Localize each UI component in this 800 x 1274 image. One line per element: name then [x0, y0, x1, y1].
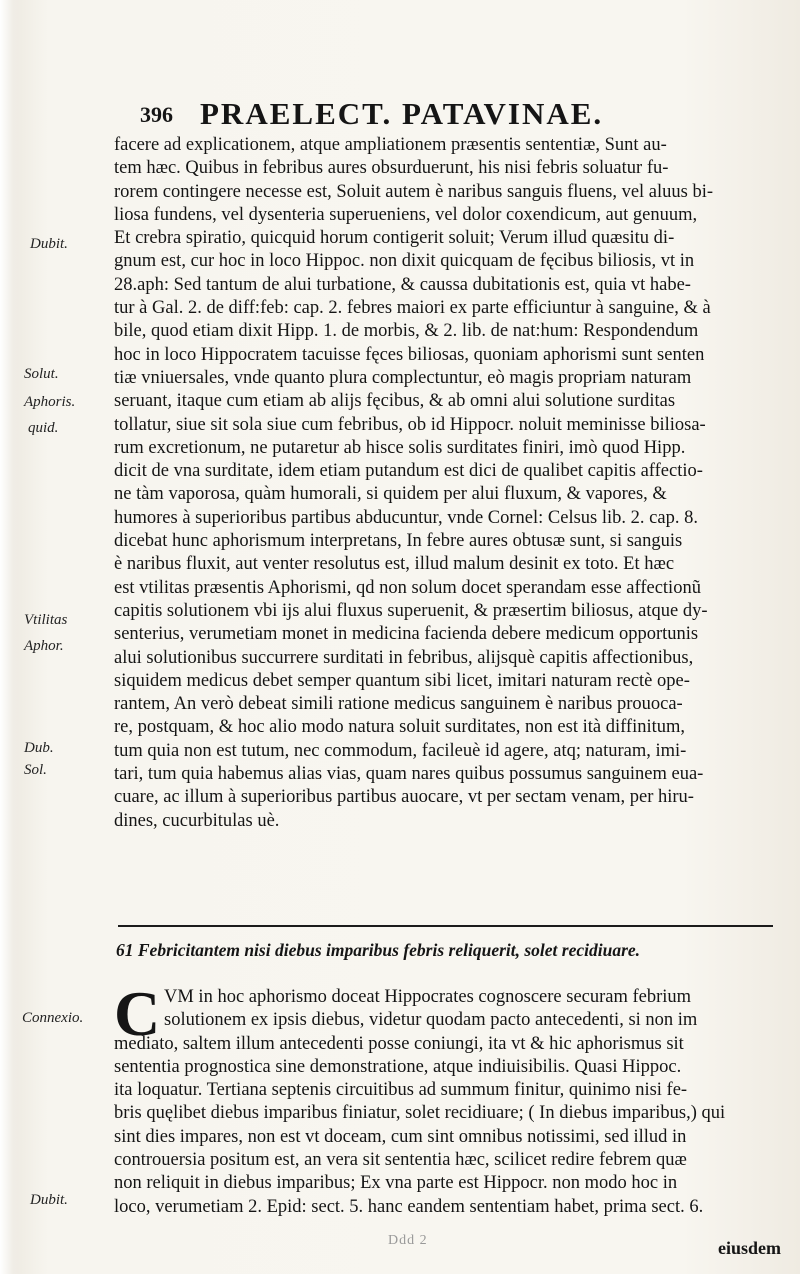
text-line: mediato, saltem illum antecedenti posse coniungi, ita vt & hic aphorismus sit — [114, 1033, 684, 1054]
text-line: tari, tum quia habemus alias vias, quam nares quibus possumus sanguinem eua- — [114, 764, 704, 785]
text-line: tur à Gal. 2. de diff:feb: cap. 2. febres maiori ex parte efficiuntur à sanguine, & à — [114, 298, 711, 319]
page-header — [110, 94, 770, 134]
text-line: VM in hoc aphorismo doceat Hippocrates cognoscere securam febrium — [164, 987, 692, 1007]
margin-note-solut: Solut. — [24, 366, 59, 382]
text-line: alui solutionibus succurrere surditati in febribus, alijsquè capitis affectionibus, — [114, 647, 694, 668]
text-line: bris quęlibet diebus imparibus finiatur, solet recidiuare; ( In diebus imparibus,) qui — [114, 1103, 726, 1124]
text-line: re, postquam, & hoc alio modo natura soluit surditates, non est ità diffinitum, — [114, 717, 686, 738]
main-text — [114, 134, 774, 833]
margin-note-vtilitas: Vtilitas — [24, 612, 68, 628]
text-line: 28.aph: Sed tantum de alui turbatione, & caussa dubitationis est, quia vt habe- — [114, 274, 691, 295]
aphorism-heading: 61 Febricitantem nisi diebus imparibus febris reliquerit, solet recidiuare. — [116, 940, 641, 960]
margin-note-quid: quid. — [28, 420, 59, 436]
margin-notes — [0, 0, 110, 1274]
text-line: loco, verumetiam 2. Epid: sect. 5. hanc eandem sententiam habet, prima sect. 6. — [114, 1196, 704, 1217]
margin-note-dub: Dub. — [24, 740, 54, 756]
text-line: siquidem medicus debet semper quantum sibi licet, imitari naturam rectè ope- — [114, 670, 690, 691]
text-line: ne tàm vaporosa, quàm humorali, si quidem per alui fluxum, & vapores, & — [114, 484, 667, 505]
text-line: dicit de vna surditate, idem etiam putandum est dici de qualibet capitis affectio- — [114, 461, 703, 482]
text-line: è naribus fluxit, aut venter resolutus est, illud malum desinit ex toto. Et hæc — [114, 554, 675, 575]
margin-note-connexio: Connexio. — [22, 1010, 84, 1026]
margin-note-dubit-2: Dubit. — [30, 1192, 68, 1208]
text-line: Et crebra spiratio, quicquid horum contigerit soluit; Verum illud quæsitu di- — [114, 228, 675, 249]
text-line: est vtilitas præsentis Aphorismi, qd non solum docet sperandam esse affectionũ — [114, 577, 701, 598]
margin-note-sol: Sol. — [24, 762, 47, 778]
text-line: non reliquit in diebus imparibus; Ex vna parte est Hippocr. non modo hoc in — [114, 1173, 678, 1194]
text-line: solutionem ex ipsis diebus, videtur quodam pacto antecedenti, si non im — [164, 1010, 698, 1031]
text-line: tiæ vniuersales, vnde quanto plura complectuntur, eò magis propriam naturam — [114, 367, 692, 388]
text-line: rantem, An verò debeat simili ratione medicus sanguinem è naribus prouoca- — [114, 694, 683, 715]
text-line: tollatur, siue sit sola siue cum febribus, ob id Hippocr. noluit meminisse biliosa- — [114, 414, 706, 435]
text-line: capitis solutionem vbi ijs alui fluxus superuenit, & præsertim biliosus, atque dy- — [114, 600, 708, 621]
margin-note-aphoris: Aphoris. — [24, 394, 76, 410]
margin-note-dubit: Dubit. — [30, 236, 68, 252]
text-line: seruant, itaque cum etiam ab alijs fęcibus, & ab omni alui solutione surditas — [114, 391, 676, 412]
text-line: rum excretionum, ne putaretur ab hisce solis surditates finiri, imò quod Hipp. — [114, 437, 686, 458]
text-line: liosa fundens, vel dysenteria superueniens, vel dolor coxendicum, aut genuum, — [114, 204, 698, 225]
margin-note-aphor: Aphor. — [24, 638, 64, 654]
text-line: senterius, verumetiam monet in medicina facienda debere medicum opportunis — [114, 624, 699, 645]
text-line: bile, quod etiam dixit Hipp. 1. de morbis, & 2. lib. de nat:hum: Respondendum — [114, 321, 699, 342]
text-line: tem hæc. Quibus in febribus aures obsurduerunt, his nisi febris soluatur fu- — [114, 158, 669, 179]
commentary-text — [114, 978, 774, 1219]
running-title: PRAELECT. PATAVINAE. — [200, 96, 604, 131]
text-line: controuersia positum est, an vera sit sententia hæc, scilicet redire febrem quæ — [114, 1150, 687, 1171]
section-divider — [118, 925, 773, 927]
catchword: eiusdem — [718, 1238, 781, 1258]
drop-cap-initial: C — [114, 978, 161, 1049]
text-line: gnum est, cur hoc in loco Hippoc. non dixit quicquam de fęcibus biliosis, vt in — [114, 251, 695, 272]
text-line: dicebat hunc aphorismum interpretans, In febre aures obtusæ sunt, si sanguis — [114, 531, 683, 552]
text-line: hoc in loco Hippocratem tacuisse fęces biliosas, quoniam aphorismi sunt senten — [114, 344, 705, 365]
text-line: cuare, ac illum à superioribus partibus auocare, vt per sectam venam, per hiru- — [114, 787, 694, 808]
text-line: sint dies impares, non est vt doceam, cum sint omnibus notissimi, sed illud in — [114, 1126, 687, 1147]
text-line: dines, cucurbitulas uè. — [114, 810, 280, 831]
signature-mark: Ddd 2 — [388, 1233, 428, 1248]
text-line: humores à superioribus partibus abducuntur, vnde Cornel: Celsus lib. 2. cap. 8. — [114, 507, 698, 528]
text-line: ita loquatur. Tertiana septenis circuitibus ad summum finitur, quinimo nisi fe- — [114, 1080, 688, 1101]
text-line: rorem contingere necesse est, Soluit autem è naribus sanguis fluens, vel aluus bi- — [114, 181, 714, 202]
page-number: 396 — [140, 102, 173, 127]
text-line: tum quia non est tutum, nec commodum, facileuè id agere, atq; naturam, imi- — [114, 740, 687, 761]
text-line: facere ad explicationem, atque ampliationem præsentis sententiæ, Sunt au- — [114, 135, 667, 155]
text-line: sententia prognostica sine demonstratione, atque indiuisibilis. Quasi Hippoc. — [114, 1056, 682, 1077]
